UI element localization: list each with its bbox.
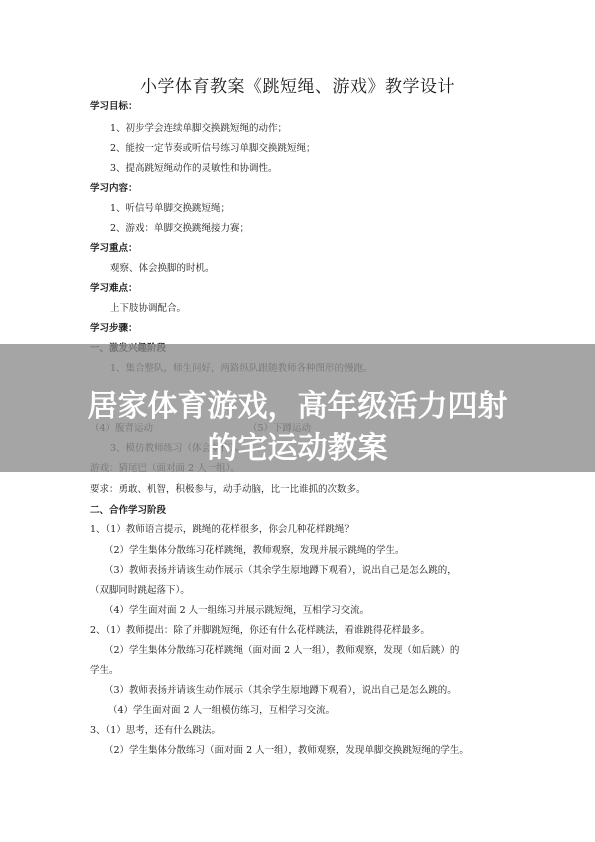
- document-line: 上下肢协调配合。: [110, 303, 187, 314]
- document-line: 二、合作学习阶段: [90, 505, 167, 516]
- document-line: （4）学生面对面 2 人一组练习并展示跳短绳，互相学习交流。: [104, 605, 370, 616]
- document-line: 学习重点：: [90, 243, 138, 254]
- document-line: 3、（1）思考，还有什么跳法。: [90, 725, 221, 736]
- document-line: （2）学生集体分散练习花样跳绳，教师观察，发现并展示跳绳的学生。: [104, 545, 405, 556]
- document-line: （3）教师表扬并请该生动作展示（其余学生原地蹲下观看），说出自己是怎么跳的。: [104, 685, 457, 696]
- banner-title-line-2: 的宅运动教案: [207, 431, 388, 466]
- document-line: （2）学生集体分散练习花样跳绳（面对面 2 人一组），教师观察，发现（如后跳）的: [104, 645, 460, 656]
- document-line: 要求：勇敢、机智，积极参与，动手动脑，比一比谁抓的次数多。: [90, 484, 366, 495]
- document-title: 小学体育教案《跳短绳、游戏》教学设计: [140, 77, 455, 97]
- document-line: （4）学生面对面 2 人一组模仿练习，互相学习交流。: [108, 705, 336, 716]
- document-line: 2、能按一定节奏或听信号练习单脚交换跳短绳；: [110, 143, 316, 154]
- document-line: 1、听信号单脚交换跳短绳；: [110, 203, 231, 214]
- document-line: 学习步骤：: [90, 323, 138, 334]
- document-line: 2、（1）教师提出：除了并脚跳短绳，你还有什么花样跳法，看谁跳得花样最多。: [90, 625, 430, 636]
- document-line: 1、（1）教师语言提示，跳绳的花样很多，你会几种花样跳绳？: [90, 524, 354, 535]
- document-line: 学习难点：: [90, 283, 138, 294]
- document-line: （双脚同时跳起落下）。: [90, 585, 190, 596]
- banner-title: [0, 386, 595, 470]
- document-line: 3、提高跳短绳动作的灵敏性和协调性。: [110, 163, 278, 174]
- document-line: 学生。: [90, 665, 119, 676]
- document-line: 学习内容：: [90, 183, 138, 194]
- banner-title-line-1: 居家体育游戏，高年级活力四射: [87, 389, 508, 424]
- document-line: 观察、体会换脚的时机。: [110, 263, 215, 274]
- document-line: 学习目标：: [90, 101, 138, 112]
- document-line: （3）教师表扬并请该生动作展示（其余学生原地蹲下观看），说出自己是怎么跳的，: [104, 565, 457, 576]
- document-line: （2）学生集体分散练习（面对面 2 人一组），教师观察，发现单脚交换跳短绳的学生。: [104, 745, 469, 756]
- document-line: 1、初步学会连续单脚交换跳短绳的动作；: [110, 123, 288, 134]
- document-line: 2、游戏：单脚交换跳绳接力赛；: [110, 223, 250, 234]
